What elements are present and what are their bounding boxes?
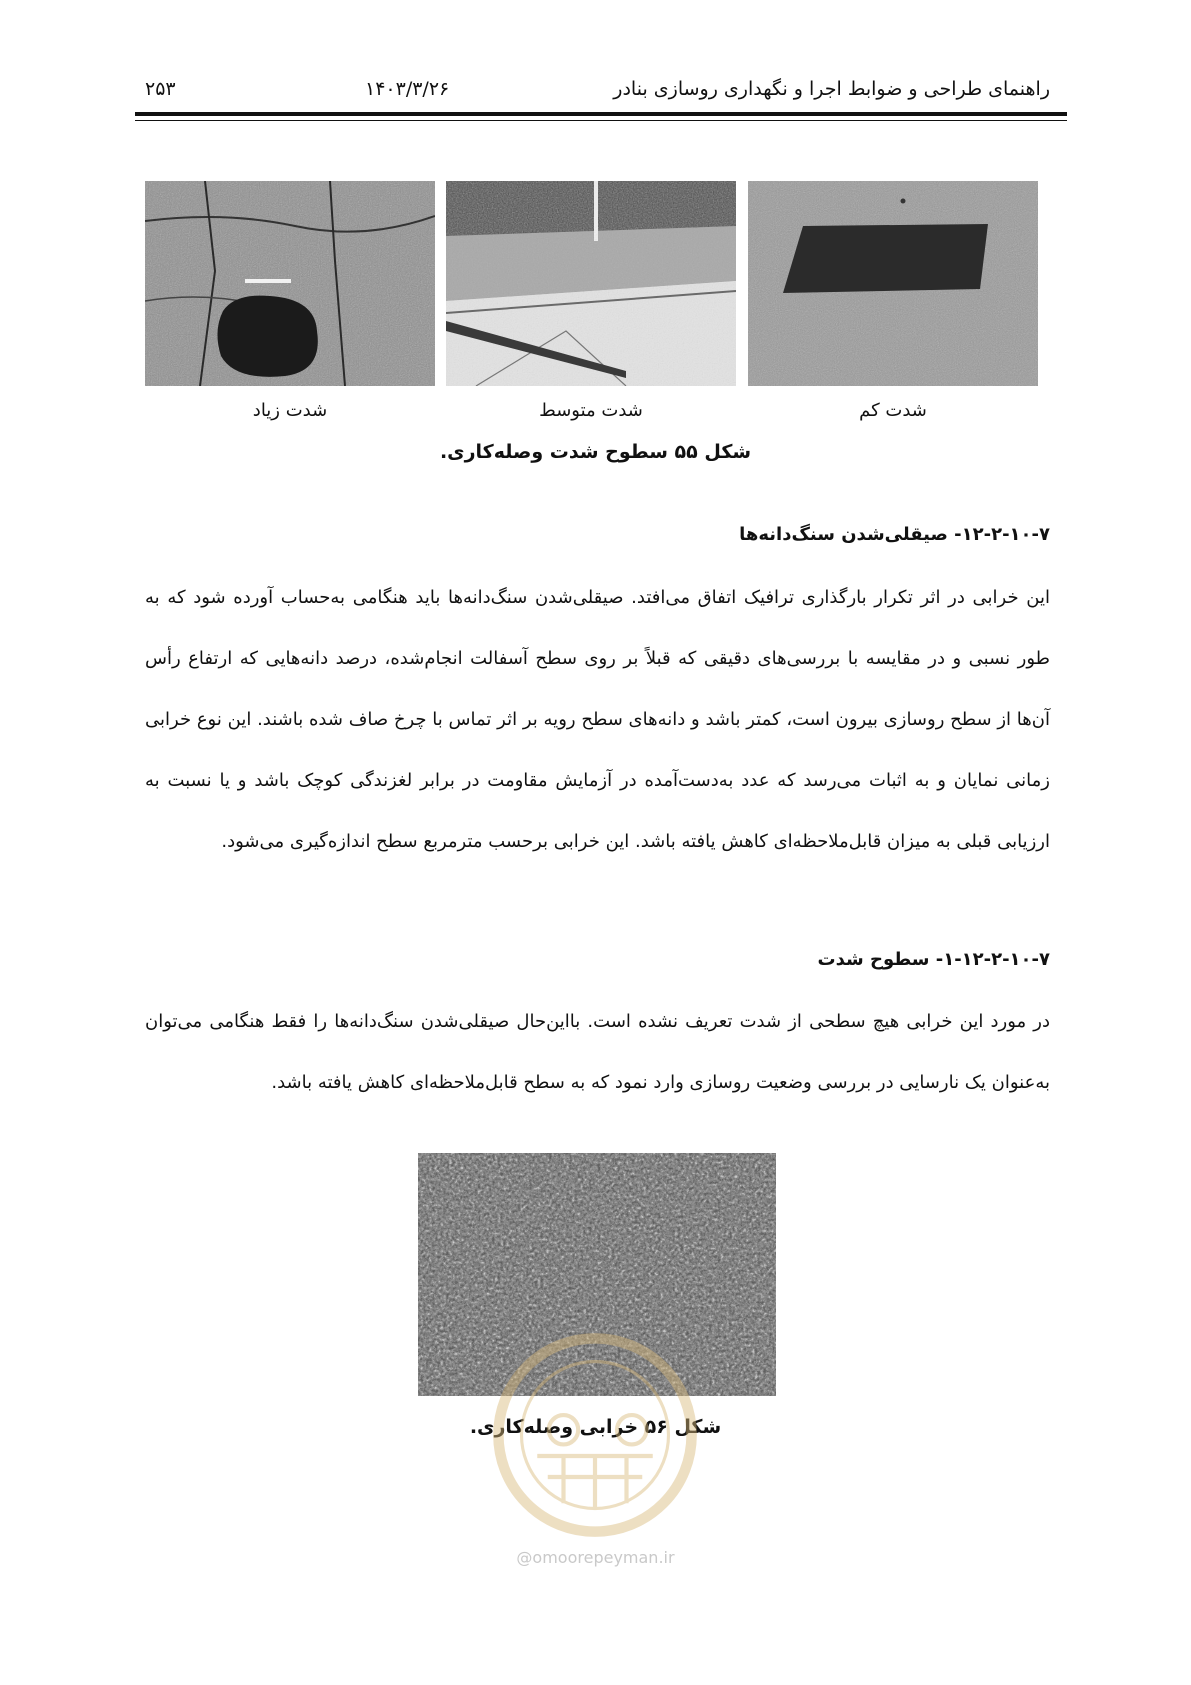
section-paragraph-severity-levels: در مورد این خرابی هیچ سطحی از شدت تعریف نشده است. بااین‌حال صیقلی‌شدن سنگ‌دانه‌ها را فقط هنگامی می‌توان به‌عنوان یک نارسایی در بررسی وضعیت روسازی وارد نمود که به سطح قابل‌ملاحظه‌ای کاهش یافته باشد. (145, 1011, 1050, 1093)
photo-low-severity (748, 181, 1038, 386)
photo-medium-severity (446, 181, 736, 386)
page-header (145, 78, 1050, 108)
watermark-logo (490, 1330, 700, 1540)
section-heading-aggregate-polishing: ۱۲-۲-۱۰-۷- صیقلی‌شدن سنگ‌دانه‌ها (739, 524, 1050, 545)
header-rule-thick (135, 112, 1067, 116)
document-title: راهنمای طراحی و ضوابط اجرا و نگهداری روسازی بنادر (613, 78, 1050, 100)
caption-medium-severity: شدت متوسط (539, 400, 643, 421)
header-rule-thin (135, 120, 1067, 121)
figure-55-caption: شکل ۵۵ سطوح شدت وصله‌کاری. (439, 441, 752, 463)
section-paragraph-aggregate-polishing: این خرابی در اثر تکرار بارگذاری ترافیک اتفاق می‌افتد. صیقلی‌شدن سنگ‌دانه‌ها باید هنگامی به‌حساب آورده شود که به طور نسبی و در مقایسه با بررسی‌های دقیقی که قبلاً بر روی سطح آسفالت انجام‌شده، درصد دانه‌هایی که ارتفاع رأس آن‌ها از سطح روسازی بیرون است، کمتر باشد و دانه‌های سطح رویه بر اثر تماس با چرخ صاف شده باشند. این نوع خرابی زمانی نمایان و به اثبات می‌رسد که عدد به‌دست‌آمده در آزمایش مقاومت در برابر لغزندگی کوچک باشد و یا نسبت به ارزیابی قبلی به میزان قابل‌ملاحظه‌ای کاهش یافته باشد. این خرابی برحسب مترمربع سطح اندازه‌گیری می‌شود. (145, 587, 1050, 852)
watermark-text: @omoorepeyman.ir (516, 1548, 675, 1567)
caption-low-severity: شدت کم (859, 400, 927, 421)
figure-56-caption: شکل ۵۶ خرابی وصله‌کاری. (469, 1416, 722, 1438)
photo-high-severity (145, 181, 435, 386)
caption-high-severity: شدت زیاد (252, 400, 328, 421)
section-heading-severity-levels: ۱-۱۲-۲-۱۰-۷- سطوح شدت (817, 949, 1050, 970)
page-number: ۲۵۳ (145, 78, 176, 100)
header-date: ۱۴۰۳/۳/۲۶ (365, 78, 450, 100)
